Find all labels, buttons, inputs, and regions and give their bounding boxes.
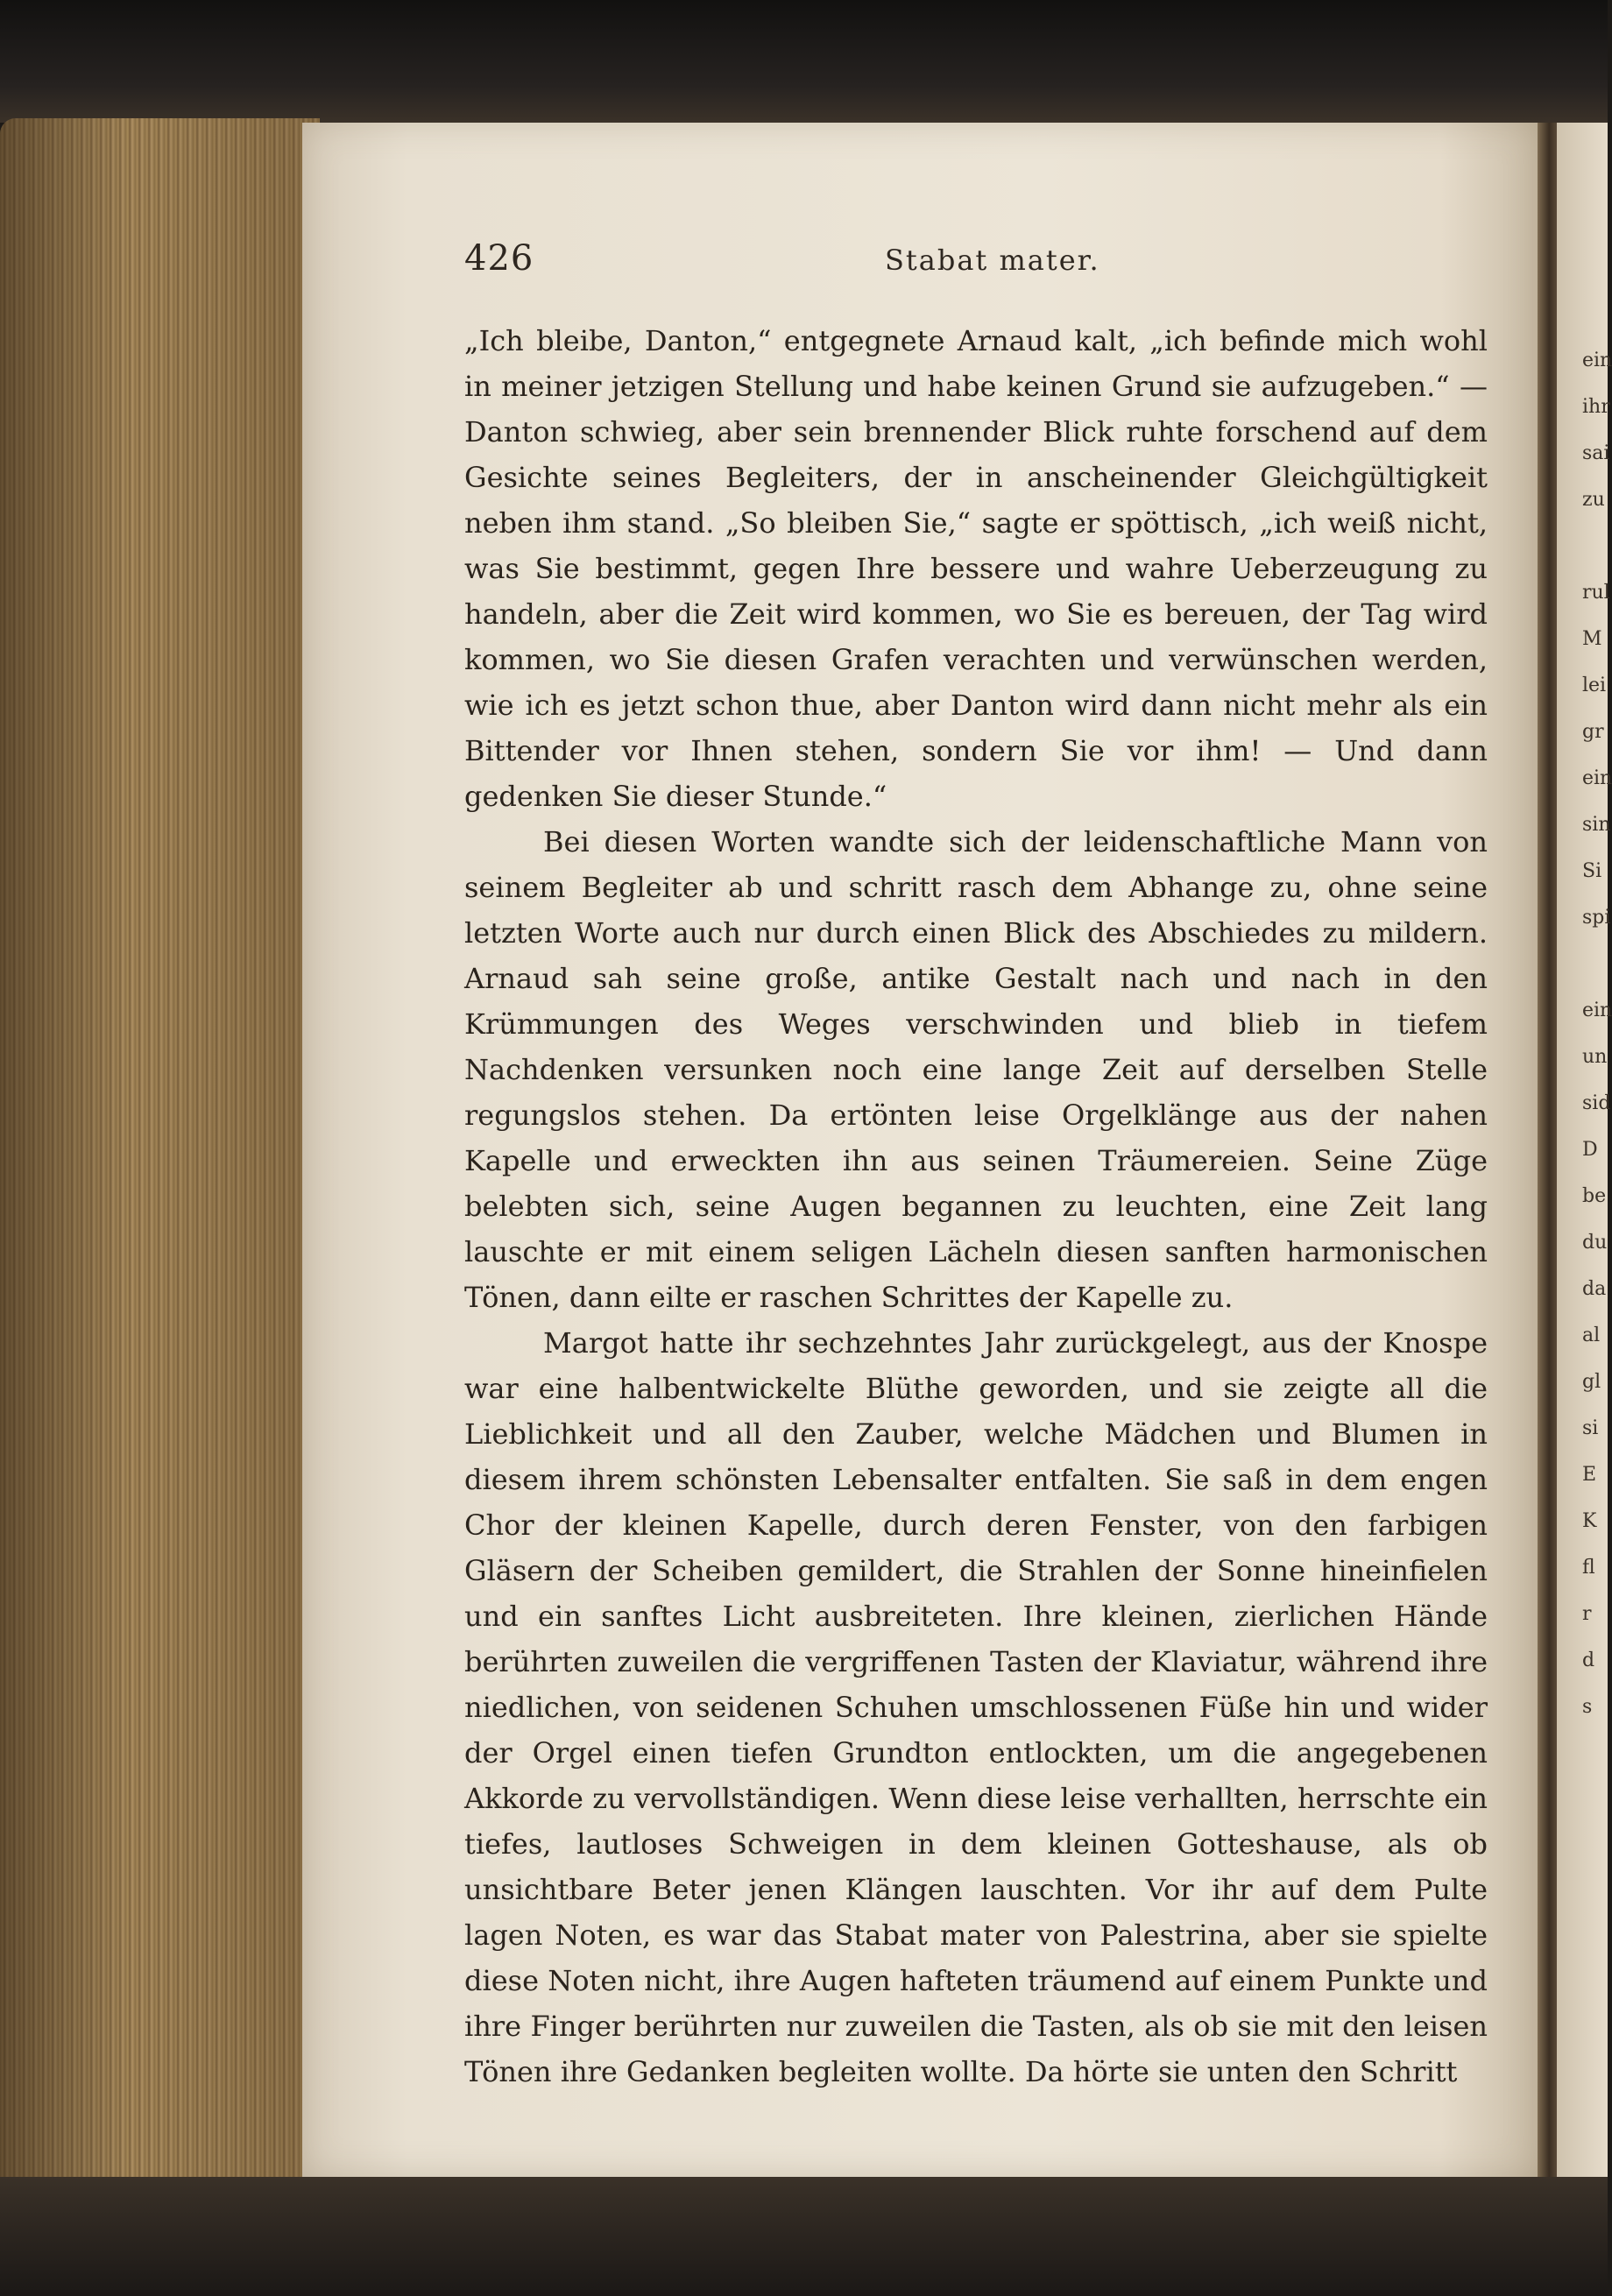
adjacent-page-fragment: d — [1582, 1650, 1595, 1671]
adjacent-page-fragment: gl — [1582, 1371, 1601, 1393]
adjacent-page-fragment: gr — [1582, 721, 1604, 743]
adjacent-page-fragment: D — [1582, 1139, 1598, 1161]
adjacent-page-fragment: du — [1582, 1232, 1608, 1254]
adjacent-page-fragment: ein — [1582, 767, 1612, 789]
adjacent-page-fragment: ihr — [1582, 396, 1610, 418]
adjacent-page-fragment: r — [1582, 1603, 1592, 1625]
adjacent-page-fragment: si — [1582, 1417, 1599, 1439]
background-top — [0, 0, 1608, 123]
book-gutter — [1538, 123, 1557, 2177]
running-title: Stabat mater. — [885, 244, 1100, 277]
paragraph: „Ich bleibe, Danton,“ entgegnete Arnaud kalt, „ich befinde mich wohl in meiner jetzigen Stellung und habe keinen Grund sie aufzugeben.“ — Danton schwieg, aber sein brennender Blick ruhte forschend auf dem Gesichte seines Begleiters, der in anscheinender Gleichgültigkeit neben ihm stand. „So bleiben Sie,“ sagte er spöttisch, „ich weiß nicht, was Sie bestimmt, gegen Ihre bessere und wahre Ueberzeugung zu handeln, aber die Zeit wird kommen, wo Sie es bereuen, der Tag wird kommen, wo Sie diesen Grafen verachten und verwünschen werden, wie ich es jetzt schon thue, aber Danton wird dann nicht mehr als ein Bittender vor Ihnen stehen, sondern Sie vor ihm! — Und dann gedenken Sie dieser Stunde.“ — [464, 324, 1488, 813]
adjacent-page-fragment: spi — [1582, 907, 1611, 929]
adjacent-page-fragment: ein — [1582, 350, 1612, 371]
adjacent-page-fragment: zu — [1582, 489, 1605, 511]
background-bottom — [0, 2177, 1608, 2296]
paragraph: Margot hatte ihr sechzehntes Jahr zurückgelegt, aus der Knospe war eine halbentwickelte Blüthe geworden, und sie zeigte all die Lieblichkeit und all den Zauber, welche Mädchen und Blumen in diesem ihrem schönsten Lebensalter entfalten. Sie saß in dem engen Chor der kleinen Kapelle, durch deren Fenster, von den farbigen Gläsern der Scheiben gemildert, die Strahlen der Sonne hineinfielen und ein sanftes Licht ausbreiteten. Ihre kleinen, zierlichen Hände berührten zuweilen die vergriffenen Tasten der Klaviatur, während ihre niedlichen, von seidenen Schuhen umschlossenen Füße hin und wider der Orgel einen tiefen Grundton entlockten, um die angegebenen Akkorde zu vervollständigen. Wenn diese leise verhallten, herrschte ein tiefes, lautloses Schweigen in dem kleinen Gotteshause, als ob unsichtbare Beter jenen Klängen lauschten. Vor ihr auf dem Pulte lagen Noten, es war das Stabat mater von Palestrina, aber sie spielte diese Noten nicht, ihre Augen hafteten träumend auf einem Punkte und ihre Finger berührten nur zuweilen die Tasten, als ob sie mit den leisen Tönen ihre Gedanken begleiten wollte. Da hörte sie unten den Schritt — [464, 1326, 1488, 2088]
adjacent-page-fragment: E — [1582, 1464, 1597, 1486]
adjacent-page-fragment: rul — [1582, 582, 1610, 604]
adjacent-page-fragment: be — [1582, 1185, 1607, 1207]
adjacent-page-fragment: fl — [1582, 1557, 1595, 1579]
book-page-edges — [0, 118, 320, 2203]
page-header — [464, 238, 1488, 291]
adjacent-page-fragment: Si — [1582, 860, 1602, 882]
paragraph: Bei diesen Worten wandte sich der leidenschaftliche Mann von seinem Begleiter ab und schritt rasch dem Abhange zu, ohne seine letzten Worte auch nur durch einen Blick des Abschiedes zu mildern. Arnaud sah seine große, antike Gestalt nach und nach in den Krümmungen des Weges verschwinden und blieb in tiefem Nachdenken versunken noch eine lange Zeit auf derselben Stelle regungslos stehen. Da ertönten leise Orgelklänge aus der nahen Kapelle und erweckten ihn aus seinen Träumereien. Seine Züge belebten sich, seine Augen begannen zu leuchten, eine Zeit lang lauschte er mit einem seligen Lächeln diesen sanften harmonischen Tönen, dann eilte er raschen Schrittes der Kapelle zu. — [464, 825, 1488, 1314]
adjacent-page-fragment: al — [1582, 1325, 1601, 1346]
adjacent-page-fragment: K — [1582, 1510, 1597, 1532]
adjacent-page-fragment: M — [1582, 628, 1602, 650]
adjacent-page-fragment: da — [1582, 1278, 1607, 1300]
adjacent-page-fragment: sin — [1582, 814, 1611, 836]
adjacent-page-fragment — [1582, 523, 1608, 569]
page-number: 426 — [464, 238, 534, 279]
page-body — [464, 318, 1488, 2095]
adjacent-page-fragment: sid — [1582, 1092, 1611, 1114]
adjacent-page-fragment: ein — [1582, 1000, 1612, 1021]
adjacent-page-text — [1582, 337, 1612, 1730]
adjacent-page-fragment: un — [1582, 1046, 1608, 1068]
adjacent-page-fragment: lei — [1582, 675, 1607, 696]
adjacent-page-fragment: s — [1582, 1696, 1593, 1718]
adjacent-page-fragment: sai — [1582, 442, 1610, 464]
adjacent-page-fragment — [1582, 941, 1608, 987]
